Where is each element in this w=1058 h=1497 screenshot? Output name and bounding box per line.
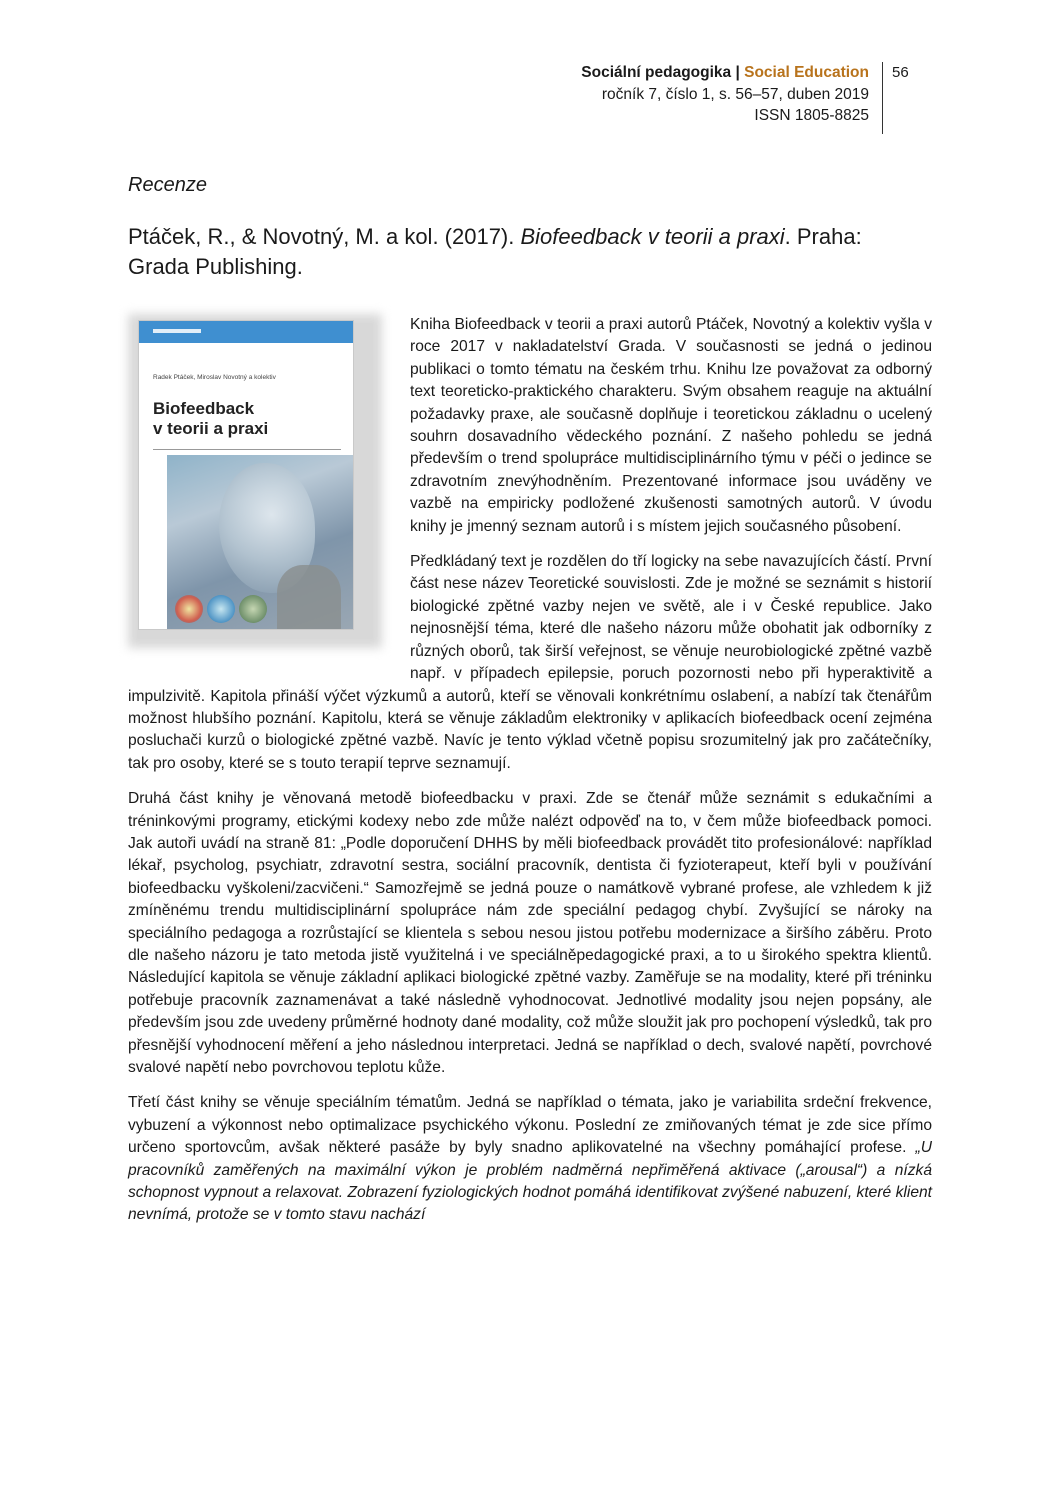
issue-info: ročník 7, číslo 1, s. 56–57, duben 2019: [601, 85, 869, 103]
cover-title-line1: Biofeedback: [153, 399, 255, 419]
cover-disc-art: [207, 595, 235, 623]
citation-authors: Ptáček, R., & Novotný, M. a kol. (2017).: [128, 224, 521, 249]
cover-authors: Radek Ptáček, Miroslav Novotný a kolektiv: [153, 374, 276, 381]
citation-publisher: . Praha: Grada Publishing.: [128, 224, 862, 279]
publisher-logo: [153, 329, 201, 333]
citation-title: Biofeedback v teorii a praxi: [520, 224, 785, 249]
journal-title-cs: Sociální pedagogika: [581, 64, 732, 81]
cover-top-bar: [139, 321, 353, 343]
page-number: 56: [892, 64, 909, 81]
cover-disc-art: [239, 595, 267, 623]
book-cover: [138, 320, 354, 630]
cover-bust-art: [277, 565, 341, 630]
issn: ISSN 1805-8825: [754, 107, 869, 124]
journal-title-separator: |: [731, 64, 745, 81]
cover-title: [153, 399, 353, 439]
paragraph-3: Druhá část knihy je věnovaná metodě biofeedbacku v praxi. Zde se čtenář může seznámit s edukačními a tréninkovými programy, etickými kodexy nebo zde může nalézt odpověď na to, v čem může biofeedback pomoci. Jak autoři uvádí na straně 81: „Podle doporučení DHHS by měli biofeedback provádět tito profesionálové: například lékař, psycholog, psychiatr, zdravotní sestra, sociální pracovník, dentista či fyzioterapeut, kteří byli v používání biofeedbacku vyškoleni/zacvičeni.“ Samozřejmě se jedná pouze o namátkově vybrané profese, ale vzhledem k již zmíněnému trendu multidisciplinární spolupráce nám zde speciální pedagog chybí. Zvyšující se nároky na speciálního pedagoga a rozrůstající se klientela s sebou nesou jistou potřebu modernizace a širšího záběru. Proto dle našeho názoru je tato metoda jistě využitelná i ve speciálněpedagogické praxi, a to u širokého spektra klientů. Následující kapitola se věnuje základní aplikaci biologické zpětné vazby. Zaměřuje se na modality, které při tréninku potřebuje pracovník zaznamenávat a také následně vyhodnocovat. Jednotlivé modality jsou nejen popsány, ale především jsou zde uvedeny průměrné hodnoty dané modality, což může sloužit jak pro pochopení výsledků, tak pro přesnější vyhodnocení měření a jeho následnou interpretaci. Jedná se například o dech, svalové napětí, povrchové svalové napětí nebo povrchovou teplotu kůže.: [128, 790, 932, 1076]
paragraph-2: Předkládaný text je rozdělen do tří logicky na sebe navazujících částí. První část nese název Teoretické souvislosti. Zde je možné se seznámit s historií biologické zpětné vazby nejen ve světě, ale i v České republice. Jako nejnosnější téma, které dle našeho názoru může obohatit jak odborníky z různých oborů, tak širší veřejnost, se věnuje neurobiologické zpětné vazbě např. v případech epilepsie, poruch pozornosti nebo při hyperaktivitě a impulzivitě. Kapitola přináší výčet výzkumů a autorů, kteří se věnovali konkrétnímu oslabení, a nabízí tak čtenářům možnost hlubšího poznání. Kapitolu, která se věnuje základům elektroniky v aplikacích biofeedback ocení zejména posluchači kurzů o biologické zpětné vazbě. Navíc je tento výklad včetně popisu srozumitelný jak pro začátečníky, tak pro osoby, které se s touto terapií teprve seznamují.: [128, 553, 932, 772]
paragraph-4-quote: „U pracovníků zaměřených na maximální výkon je problém nadměrná nepřiměřená aktivace („arousal“) a nízká schopnost vypnout a relaxovat. Zobrazení fyziologických hodnot pomáhá identifikovat zvýšené nabuzení, které klient nevnímá, protože se v tomto stavu nachází: [128, 1139, 932, 1224]
page-header: [581, 62, 869, 127]
paragraph-1: Kniha Biofeedback v teorii a praxi autorů Ptáček, Novotný a kolektiv vyšla v roce 2017 v nakladatelství Grada. V současnosti se jedná o jedinou publikaci o tomto tématu na českém trhu. Knihu lze považovat za odborný text teoreticko-praktického charakteru. Svým obsahem reaguje na aktuální požadavky praxe, ale současně doplňuje i teoretickou základnu o ucelený souhrn dosavadního vědeckého poznání. Z našeho pohledu se jedná především o trend spolupráce multidisciplinárního týmu v péči o jedince se zdravotním znevýhodněním. Prezentované informace jsou uváděny ve vazbě na empiricky podložené zkušenosti samotných autorů. V úvodu knihy je jmenný seznam autorů i s místem jejich současného působení.: [410, 316, 932, 535]
header-divider: [882, 62, 883, 134]
paragraph-4-text: Třetí část knihy se věnuje speciálním tématům. Jedná se například o témata, jako je variabilita srdeční frekvence, vybuzení a výkonnost nebo optimalizace psychického výkonu. Poslední ze zmiňovaných témat je zde sice přímo určeno sportovcům, avšak některé pasáže by byly snadno aplikovatelné na všechny pomáhající profese.: [128, 1094, 932, 1157]
citation: [128, 222, 928, 282]
cover-disc-art: [175, 595, 203, 623]
section-label: Recenze: [128, 174, 207, 196]
journal-title-en: Social Education: [744, 64, 869, 81]
article-body: [128, 314, 932, 1240]
cover-title-line2: v teorii a praxi: [153, 419, 269, 439]
journal-title: [581, 62, 869, 84]
cover-rule: [153, 449, 341, 450]
cover-artwork: [167, 455, 353, 629]
paragraph-4: [128, 1092, 932, 1226]
book-cover-figure: [128, 314, 410, 666]
